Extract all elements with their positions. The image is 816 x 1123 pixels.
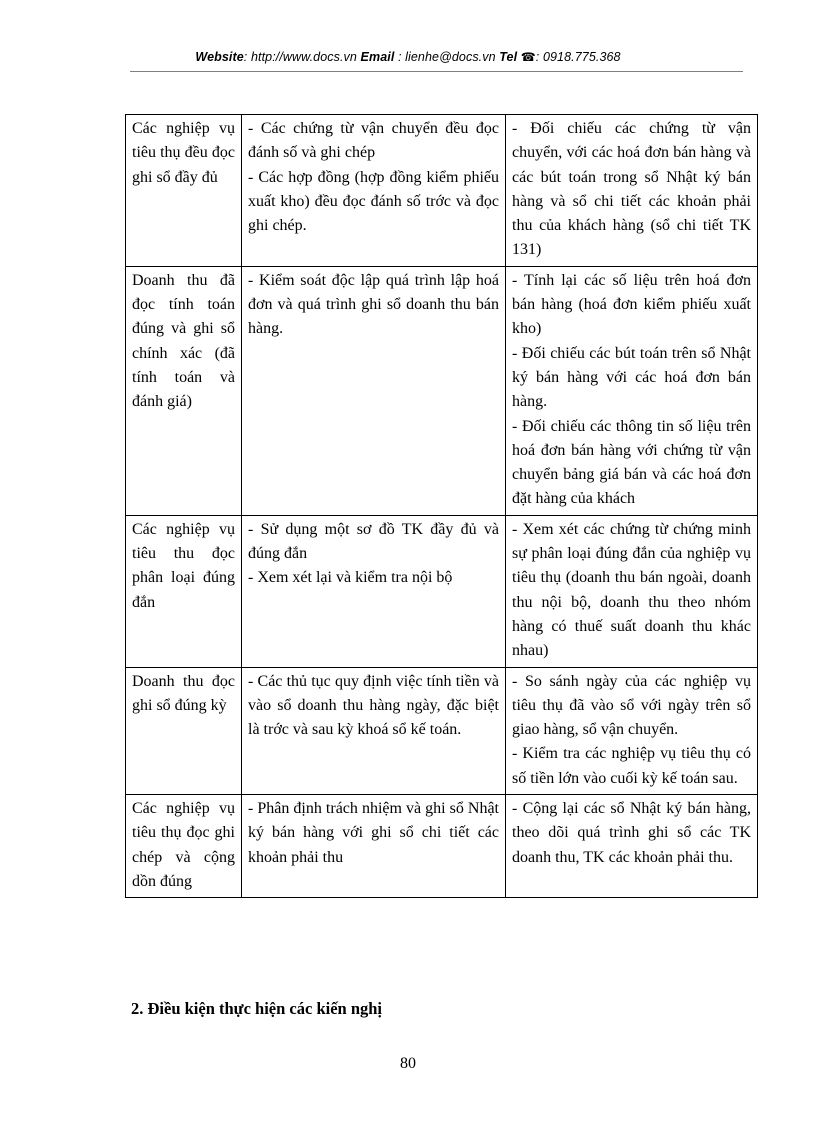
control-item: - Các chứng từ vận chuyển đều đọc đánh số và ghi chép (248, 120, 499, 162)
test-item: - Kiểm tra các nghiệp vụ tiêu thụ có số tiền lớn vào cuối kỳ kế toán sau. (512, 745, 751, 787)
section-heading: 2. Điều kiện thực hiện các kiến nghị (131, 999, 383, 1018)
test-item: - Đối chiếu các bút toán trên sổ Nhật ký bán hàng với các hoá đơn bán hàng. (512, 344, 751, 411)
page-number: 80 (400, 1055, 416, 1072)
control-item: - Sử dụng một sơ đồ TK đầy đủ và đúng đắn (248, 520, 499, 563)
table-row (126, 115, 758, 267)
test-cell (506, 515, 758, 667)
control-item: - Xem xét lại và kiểm tra nội bộ (248, 569, 453, 587)
test-item: - Cộng lại các sổ Nhật ký bán hàng, theo dõi quá trình ghi sổ các TK doanh thu, TK các khoản phải thu. (512, 800, 751, 866)
objective-cell: Các nghiệp vụ tiêu thụ đều đọc ghi sổ đầy đủ (126, 115, 242, 267)
table-row (126, 667, 758, 794)
header-divider (130, 71, 743, 72)
control-cell (242, 115, 506, 267)
email-value: : lienhe@docs.vn (397, 50, 496, 64)
control-item: - Các thủ tục quy định việc tính tiền và vào sổ doanh thu hàng ngày, đặc biệt là trớc và sau kỳ khoá sổ kế toán. (248, 672, 499, 739)
test-item: - Tính lại các số liệu trên hoá đơn bán hàng (hoá đơn kiểm phiếu xuất kho) (512, 271, 751, 338)
test-cell (506, 266, 758, 515)
phone-icon: ☎ (520, 50, 536, 64)
objective-cell: Các nghiệp vụ tiêu thu đọc phân loại đúng đắn (126, 515, 242, 667)
objective-cell: Các nghiệp vụ tiêu thụ đọc ghi chép và cộng dồn đúng (126, 795, 242, 898)
tel-label: Tel (499, 50, 518, 64)
control-item: - Kiểm soát độc lập quá trình lập hoá đơn và quá trình ghi sổ doanh thu bán hàng. (248, 271, 499, 338)
test-item: - Xem xét các chứng từ chứng minh sự phân loại đúng đắn của nghiệp vụ tiêu thụ (doanh thu bán ngoài, doanh thu nội bộ, doanh thu theo nhóm hàng có thuế suất doanh thu khác nhau) (512, 520, 751, 660)
test-cell (506, 795, 758, 898)
test-item: - So sánh ngày của các nghiệp vụ tiêu thụ đã vào sổ với ngày trên sổ giao hàng, sổ vận chuyển. (512, 672, 751, 739)
control-cell (242, 795, 506, 898)
control-cell (242, 515, 506, 667)
audit-objectives-table (125, 114, 758, 898)
test-item: - Đối chiếu các chứng từ vận chuyển, với các hoá đơn bán hàng và các bút toán trong sổ Nhật ký bán hàng và sổ chi tiết các khoản phải thu của khách hàng (sổ chi tiết TK 131) (512, 120, 751, 259)
control-cell (242, 266, 506, 515)
tel-value: : 0918.775.368 (535, 50, 621, 64)
objective-cell: Doanh thu đã đọc tính toán đúng và ghi sổ chính xác (đã tính toán và đánh giá) (126, 266, 242, 515)
control-item: - Phân định trách nhiệm và ghi sổ Nhật ký bán hàng với ghi sổ chi tiết các khoản phải thu (248, 800, 499, 866)
page-header (0, 50, 816, 64)
objective-cell: Doanh thu đọc ghi sổ đúng kỳ (126, 667, 242, 794)
table-row (126, 266, 758, 515)
table-row (126, 515, 758, 667)
website-label: Website (195, 50, 244, 64)
website-value: : http://www.docs.vn (243, 50, 357, 64)
test-cell (506, 667, 758, 794)
email-label: Email (360, 50, 395, 64)
test-cell (506, 115, 758, 267)
test-item: - Đối chiếu các thông tin số liệu trên hoá đơn bán hàng với chứng từ vận chuyển bảng giá bán và các hoá đơn đặt hàng của khách (512, 417, 751, 508)
control-item: - Các hợp đồng (hợp đồng kiểm phiếu xuất kho) đều đọc đánh số trớc và đọc ghi chép. (248, 168, 499, 235)
control-cell (242, 667, 506, 794)
table-row (126, 795, 758, 898)
